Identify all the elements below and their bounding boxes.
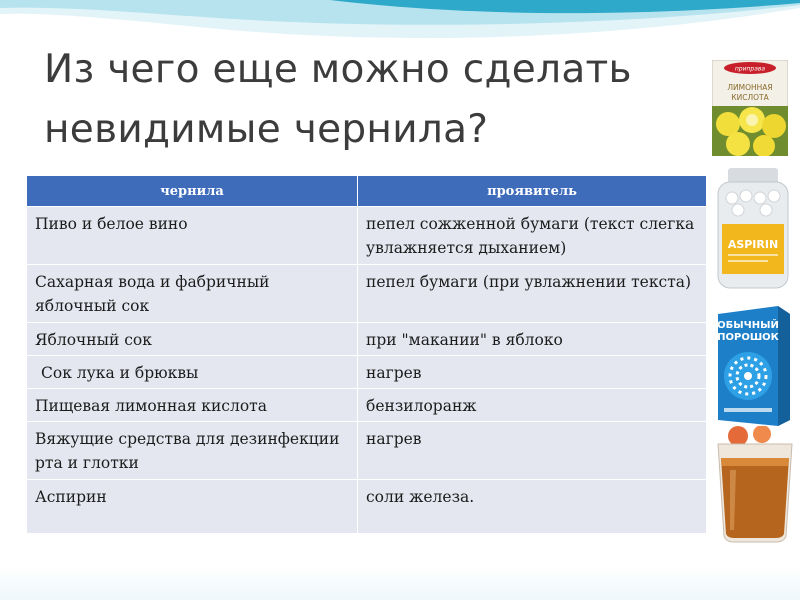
ink-cell: Вяжущие средства для дезинфекции рта и глотки bbox=[27, 422, 358, 480]
ink-table bbox=[26, 175, 707, 534]
developer-cell: нагрев bbox=[358, 422, 707, 480]
table-row bbox=[27, 265, 707, 323]
table-row bbox=[27, 323, 707, 356]
ink-cell: Аспирин bbox=[27, 480, 358, 534]
column-header-ink: чернила bbox=[27, 176, 358, 207]
ink-cell: Пиво и белое вино bbox=[27, 207, 358, 265]
product-label-line-2: КИСЛОТА bbox=[731, 93, 769, 102]
ink-cell: Яблочный сок bbox=[27, 323, 358, 356]
brand-label: приправа bbox=[734, 65, 766, 73]
powder-label-line-2: ПОРОШОК bbox=[717, 332, 779, 343]
ink-cell: Пищевая лимонная кислота bbox=[27, 389, 358, 422]
developer-cell: пепел бумаги (при увлажнении текста) bbox=[358, 265, 707, 323]
washing-powder-box-image bbox=[712, 304, 792, 426]
product-label-line-1: ЛИМОННАЯ bbox=[727, 83, 773, 92]
developer-cell: пепел сожженной бумаги (текст слегка увлажняется дыханием) bbox=[358, 207, 707, 265]
aspirin-bottle-image bbox=[714, 168, 792, 290]
developer-cell: соли железа. bbox=[358, 480, 707, 534]
table-header-row bbox=[27, 176, 707, 207]
powder-label-line-1: ОБЫЧНЫЙ bbox=[717, 320, 779, 331]
page-title bbox=[44, 40, 724, 160]
table-row bbox=[27, 422, 707, 480]
table-row bbox=[27, 356, 707, 389]
table-row bbox=[27, 389, 707, 422]
title-line-1: Из чего еще можно сделать bbox=[44, 47, 632, 92]
ink-cell: Сахарная вода и фабричный яблочный сок bbox=[27, 265, 358, 323]
table-row bbox=[27, 207, 707, 265]
developer-cell: бензилоранж bbox=[358, 389, 707, 422]
bottom-band bbox=[0, 566, 800, 600]
ink-cell: Сок лука и брюквы bbox=[27, 356, 358, 389]
aspirin-label: ASPIRIN bbox=[727, 238, 779, 251]
column-header-developer: проявитель bbox=[358, 176, 707, 207]
table-row bbox=[27, 480, 707, 534]
developer-cell: нагрев bbox=[358, 356, 707, 389]
juice-glass-image bbox=[712, 426, 798, 544]
developer-cell: при "макании" в яблоко bbox=[358, 323, 707, 356]
citric-acid-package-image bbox=[712, 60, 788, 156]
title-line-2: невидимые чернила? bbox=[44, 107, 489, 152]
